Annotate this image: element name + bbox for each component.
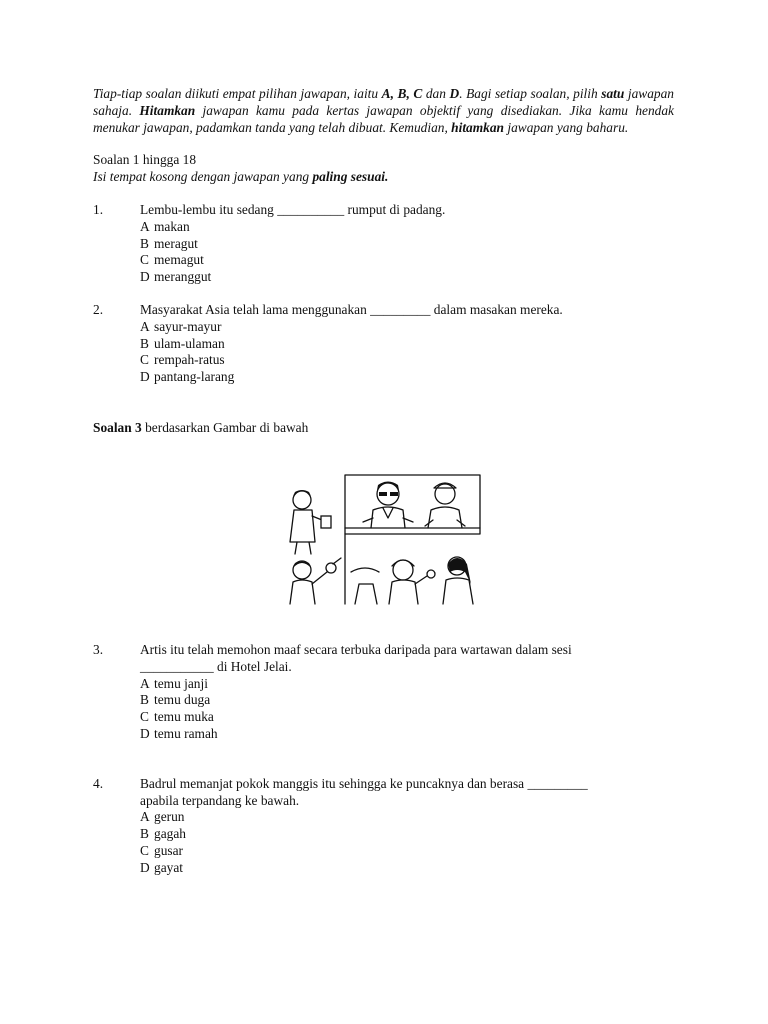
- option-letter: A: [140, 218, 150, 234]
- option-text: temu duga: [154, 692, 211, 708]
- question-number: 3.: [93, 642, 104, 657]
- option-letter: C: [140, 252, 149, 268]
- option-text: meranggut: [154, 269, 212, 285]
- option-c[interactable]: [140, 252, 674, 269]
- option-letter: D: [140, 269, 150, 285]
- option-text: gerun: [154, 809, 185, 825]
- option-a[interactable]: [140, 319, 674, 336]
- option-letter: A: [140, 318, 150, 334]
- question-text-continued: ___________ di Hotel Jelai.: [140, 658, 292, 674]
- option-text: makan: [154, 218, 190, 234]
- option-c[interactable]: [140, 843, 674, 860]
- section-subtitle-text: Isi tempat kosong dengan jawapan yang: [93, 169, 313, 185]
- microphone-icon: [326, 563, 336, 573]
- instr-bold-hitamkan: Hitamkan: [139, 102, 196, 118]
- reporter-head: [293, 491, 311, 509]
- option-text: memagut: [154, 252, 204, 268]
- instr-bold-satu: satu: [601, 86, 625, 101]
- question-4: [93, 776, 674, 877]
- option-text: temu janji: [154, 675, 208, 691]
- picture-heading-bold: Soalan 3: [93, 419, 142, 435]
- option-letter: A: [140, 809, 150, 825]
- question-number: 2.: [93, 301, 104, 317]
- question-1: [93, 202, 674, 286]
- instructions-paragraph: [93, 86, 674, 136]
- question-3: [93, 642, 674, 743]
- question-number: 1.: [93, 201, 104, 217]
- instr-text: jawapan kamu pada kertas jawapan objektif yang disediakan. Jika kamu hendak menukar jawapan, padamkan tanda yang telah dibuat. Kemudian,: [93, 102, 674, 135]
- option-c[interactable]: [140, 709, 674, 726]
- option-d[interactable]: [140, 860, 674, 877]
- option-letter: D: [140, 859, 150, 875]
- option-text: ulam-ulaman: [154, 335, 225, 351]
- option-d[interactable]: [140, 269, 674, 286]
- press-interview-illustration: [285, 472, 482, 606]
- option-a[interactable]: [140, 809, 674, 826]
- option-b[interactable]: [140, 826, 674, 843]
- instr-text: jawapan sahaja.: [93, 86, 675, 118]
- picture-heading: [93, 420, 674, 437]
- option-letter: B: [140, 235, 149, 251]
- question-number: 4.: [93, 775, 104, 791]
- option-letter: B: [140, 335, 149, 351]
- option-letter: A: [140, 675, 150, 691]
- instr-bold-abc: A, B, C: [381, 86, 423, 101]
- section-subtitle-bold: paling sesuai.: [312, 169, 389, 185]
- option-b[interactable]: [140, 336, 674, 353]
- option-d[interactable]: [140, 369, 674, 386]
- exam-page-lower: [93, 642, 674, 877]
- option-b[interactable]: [140, 692, 674, 709]
- option-letter: C: [140, 842, 149, 858]
- illustration-svg: [285, 472, 482, 606]
- exam-page: [93, 86, 674, 437]
- option-c[interactable]: [140, 352, 674, 369]
- option-letter: C: [140, 352, 149, 368]
- option-text: sayur-mayur: [154, 318, 222, 334]
- instr-text: Tiap-tiap soalan diikuti empat pilihan jawapan, iaitu: [93, 86, 382, 101]
- option-text: gusar: [154, 842, 184, 858]
- question-text-continued: apabila terpandang ke bawah.: [140, 792, 300, 808]
- question-text: Masyarakat Asia telah lama menggunakan _________ dalam masakan mereka.: [140, 301, 563, 317]
- question-text: Lembu-lembu itu sedang __________ rumput di padang.: [140, 201, 446, 217]
- option-letter: D: [140, 369, 150, 385]
- instr-text: . Bagi setiap soalan, pilih: [459, 86, 602, 101]
- picture-heading-text: berdasarkan Gambar di bawah: [141, 419, 309, 435]
- option-letter: D: [140, 725, 150, 741]
- question-text: Badrul memanjat pokok manggis itu sehingga ke puncaknya dan berasa _________: [140, 775, 588, 791]
- option-letter: B: [140, 692, 149, 708]
- option-d[interactable]: [140, 726, 674, 743]
- option-b[interactable]: [140, 236, 674, 253]
- option-text: temu muka: [154, 709, 214, 725]
- section-title: Soalan 1 hingga 18: [93, 152, 197, 168]
- instr-bold-d: D: [449, 86, 460, 101]
- question-text: Artis itu telah memohon maaf secara terbuka daripada para wartawan dalam sesi: [140, 642, 572, 657]
- question-2: [93, 302, 674, 386]
- option-text: gayat: [154, 859, 183, 875]
- option-text: gagah: [154, 826, 186, 842]
- microphone-icon: [427, 570, 435, 578]
- option-a[interactable]: [140, 219, 674, 236]
- instr-text: dan: [422, 86, 450, 101]
- officer-head: [435, 484, 455, 504]
- section-subtitle: [93, 169, 674, 186]
- option-letter: C: [140, 709, 149, 725]
- option-text: meragut: [154, 235, 198, 251]
- option-text: rempah-ratus: [154, 352, 225, 368]
- option-text: pantang-larang: [154, 369, 235, 385]
- instr-bold-hitamkan: hitamkan: [451, 119, 505, 135]
- option-text: temu ramah: [154, 725, 218, 741]
- option-a[interactable]: [140, 676, 674, 693]
- instr-text: jawapan yang baharu.: [504, 119, 629, 135]
- option-letter: B: [140, 826, 149, 842]
